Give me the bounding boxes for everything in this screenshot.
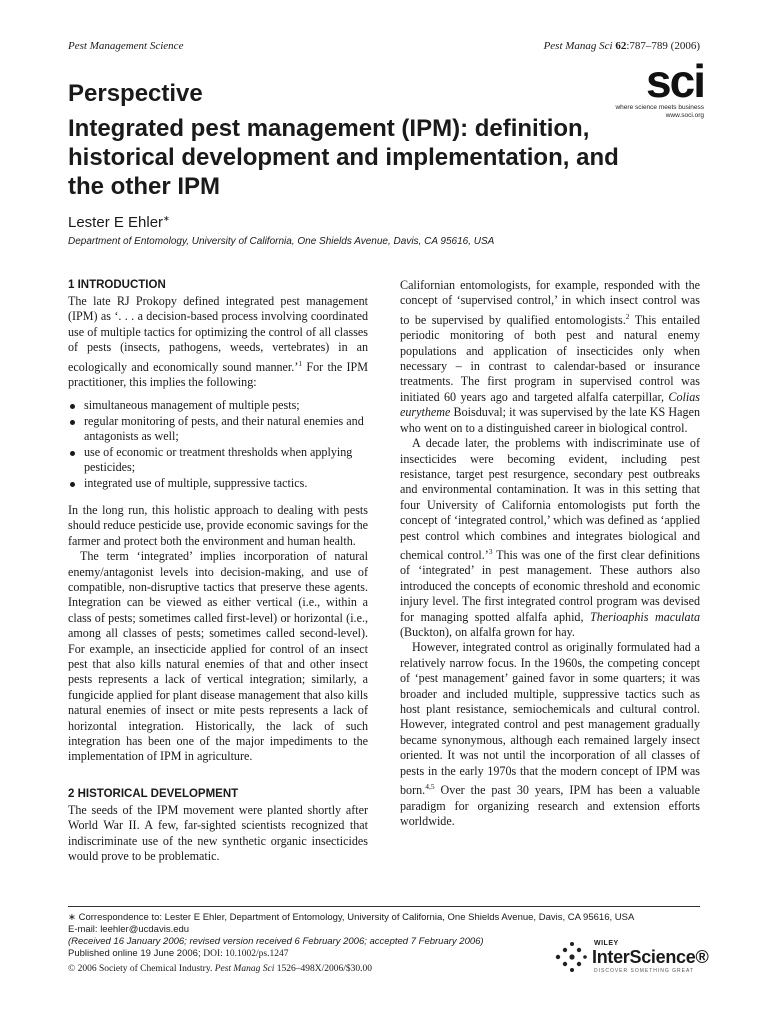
- reference: 4,5: [425, 782, 435, 792]
- citation-pages: :787–789 (2006): [626, 40, 700, 52]
- text-run: 1526–498X/2006/$30.00: [274, 964, 372, 974]
- interscience-name: InterScience®: [592, 947, 709, 967]
- paragraph: The seeds of the IPM movement were planted shortly after World War II. A few, far-sighted scientists recognized that indiscriminate use of the new synthetic organic insecticides would prove to be problematic.: [68, 802, 368, 864]
- text-run: The late RJ Prokopy defined integrated pest management (IPM) as ‘. . . a decision-based process involving coordinated use of multiple tactics for optimizing the control of all classes of pests (insects, pathogens, weeds, vertebrates) in an ecologically and economically sound manner.’: [68, 294, 368, 374]
- running-header-citation: [544, 40, 700, 52]
- citation-volume: 62: [615, 40, 627, 52]
- text-run: © 2006 Society of Chemical Industry.: [68, 964, 215, 974]
- list-item: [68, 476, 368, 491]
- paragraph: [68, 294, 368, 390]
- list-item-text: regular monitoring of pests, and their natural enemies and antagonists as well;: [84, 413, 364, 444]
- footnotes: [68, 912, 634, 960]
- correspondence-note: ∗ Correspondence to: Lester E Ehler, Department of Entomology, University of California, One Shields Avenue, Davis, CA 95616, USA: [68, 912, 635, 923]
- right-column: [400, 278, 700, 829]
- reference: 2: [625, 311, 630, 321]
- list-item: [68, 445, 368, 476]
- citation-journal: Pest Manag Sci: [543, 40, 616, 52]
- text-run: Californian entomologists, for example, responded with the concept of ‘supervised control,’ in which insect control was to be supervised by qualified entomologists.: [400, 278, 700, 327]
- sci-logo-tagline: where science meets business: [615, 104, 704, 111]
- text-run: A decade later, the problems with indiscriminate use of insecticides were becoming evident, including pest resistance, target pest resurgence, secondary pest outbreaks and environmental contamination. It was in this setting that four University of California entomologists put forth the concept of ‘integrated control,’ which was defined as ‘applied pest control which combines and integrates biological and chemical control.’: [400, 436, 700, 562]
- wiley-interscience-logo: [552, 940, 709, 974]
- bullet-icon: [70, 404, 75, 409]
- paragraph: [400, 278, 700, 436]
- sci-logo-text: sci: [646, 55, 704, 107]
- text-run: (Buckton), on alfalfa grown for hay.: [400, 625, 575, 639]
- article-title: Integrated pest management (IPM): definition, historical development and implementation, and the other IPM: [68, 115, 619, 200]
- interscience-tagline: DISCOVER SOMETHING GREAT: [594, 968, 695, 974]
- received-dates: (Received 16 January 2006; revised version received 6 February 2006; accepted 7 February 2006): [68, 936, 484, 947]
- bullet-icon: [70, 420, 75, 425]
- paragraph: [400, 640, 700, 829]
- wiley-label: WILEY: [594, 940, 619, 947]
- text-run: This entailed periodic monitoring of both pest and natural enemy populations and application of insecticides only when necessary – in contrast to calendar-based or insurance treatments. The first program in supervised control was initiated 60 years ago and targeted alfalfa caterpillar,: [400, 312, 700, 404]
- list-item-text: use of economic or treatment thresholds when applying pesticides;: [84, 444, 353, 475]
- list-item-text: simultaneous management of multiple pests;: [84, 398, 300, 413]
- reference: 1: [298, 358, 303, 368]
- text-run: For the IPM practitioner, this implies the following:: [68, 359, 368, 390]
- copyright-line: [68, 964, 372, 974]
- paragraph: The term ‘integrated’ implies incorporation of natural enemy/antagonist levels into decision-making, and use of compatible, non-disruptive tactics that preserve these agents. Integration can be viewed as either vertical (i.e., within a class of pests; sometimes called first-level) or horizontal (i.e., among all classes of pests; sometimes called second-level). For example, an insecticide applied for control of an insect pest that also kills natural enemies of that and other insect pests represents a lack of vertical integration; similarly, a fungicide applied for plant disease management that also kills natural enemies of insect or mite pests represents a lack of horizontal integration. Historically, the lack of such integration has been one of the major impediments to the implementation of IPM in agriculture.: [68, 549, 368, 764]
- bullet-icon: [70, 451, 75, 456]
- reference: 3: [488, 546, 493, 556]
- sci-logo-url: www.soci.org: [665, 112, 704, 119]
- running-header-journal: Pest Management Science: [68, 40, 184, 52]
- footer-divider: [68, 906, 700, 907]
- paragraph: [400, 436, 700, 640]
- left-column: [68, 278, 368, 864]
- text-run: However, integrated control as originally formulated had a relatively narrow focus. In the 1960s, the competing concept of ‘pest management’ gained favor in some quarters; it was broader and included multiple, suppressive tactics such as host plant resistance, semiochemicals and cultural control. However, integrated control and pest management gradually became synonymous, although each remained largely insect oriented. It was not until the incorporation of all classes of pests in the early 1970s that the modern concept of IPM was born.: [400, 640, 700, 798]
- section-heading-historical-development: 2 HISTORICAL DEVELOPMENT: [68, 787, 239, 800]
- interscience-globe-icon: [552, 940, 588, 974]
- author-mark: ∗: [163, 214, 170, 223]
- affiliation: Department of Entomology, University of California, One Shields Avenue, Davis, CA 95616, USA: [68, 236, 495, 247]
- list-item: [68, 414, 368, 445]
- published-line: [68, 948, 634, 960]
- list-item-text: integrated use of multiple, suppressive tactics.: [84, 475, 308, 490]
- list-item: [68, 398, 368, 413]
- author-line: [68, 214, 170, 231]
- sci-logo: [608, 55, 704, 120]
- text-run: Published online 19 June 2006;: [68, 948, 204, 959]
- section-heading-introduction: 1 INTRODUCTION: [68, 279, 166, 291]
- doi: DOI: 10.1002/ps.1247: [203, 949, 289, 959]
- author-name: Lester E Ehler: [68, 214, 164, 231]
- text-run: Boisduval; it was supervised by the late KS Hagen who went on to a distinguished career in biological control.: [400, 405, 700, 435]
- email-line: E-mail: leehler@ucdavis.edu: [68, 924, 190, 935]
- bullet-icon: [70, 482, 75, 487]
- text-run: Over the past 30 years, IPM has been a valuable paradigm for organizing research and extension efforts worldwide.: [400, 783, 700, 828]
- paragraph: In the long run, this holistic approach to dealing with pests should reduce pesticide use, provide economic savings for the farmer and protect both the environment and human health.: [68, 502, 368, 548]
- species-name: Therioaphis maculata: [590, 609, 700, 624]
- species-name: Colias eurytheme: [400, 389, 700, 420]
- text-run: This was one of the first clear definitions of ‘integrated’ in pest management. These authors also introduced the concepts of economic threshold and economic injury level. The first integrated control program was devised for managing spotted alfalfa aphid,: [400, 547, 700, 624]
- article-type: Perspective: [68, 80, 203, 107]
- text-run: Pest Manag Sci: [214, 964, 275, 974]
- bullet-list: [68, 398, 368, 490]
